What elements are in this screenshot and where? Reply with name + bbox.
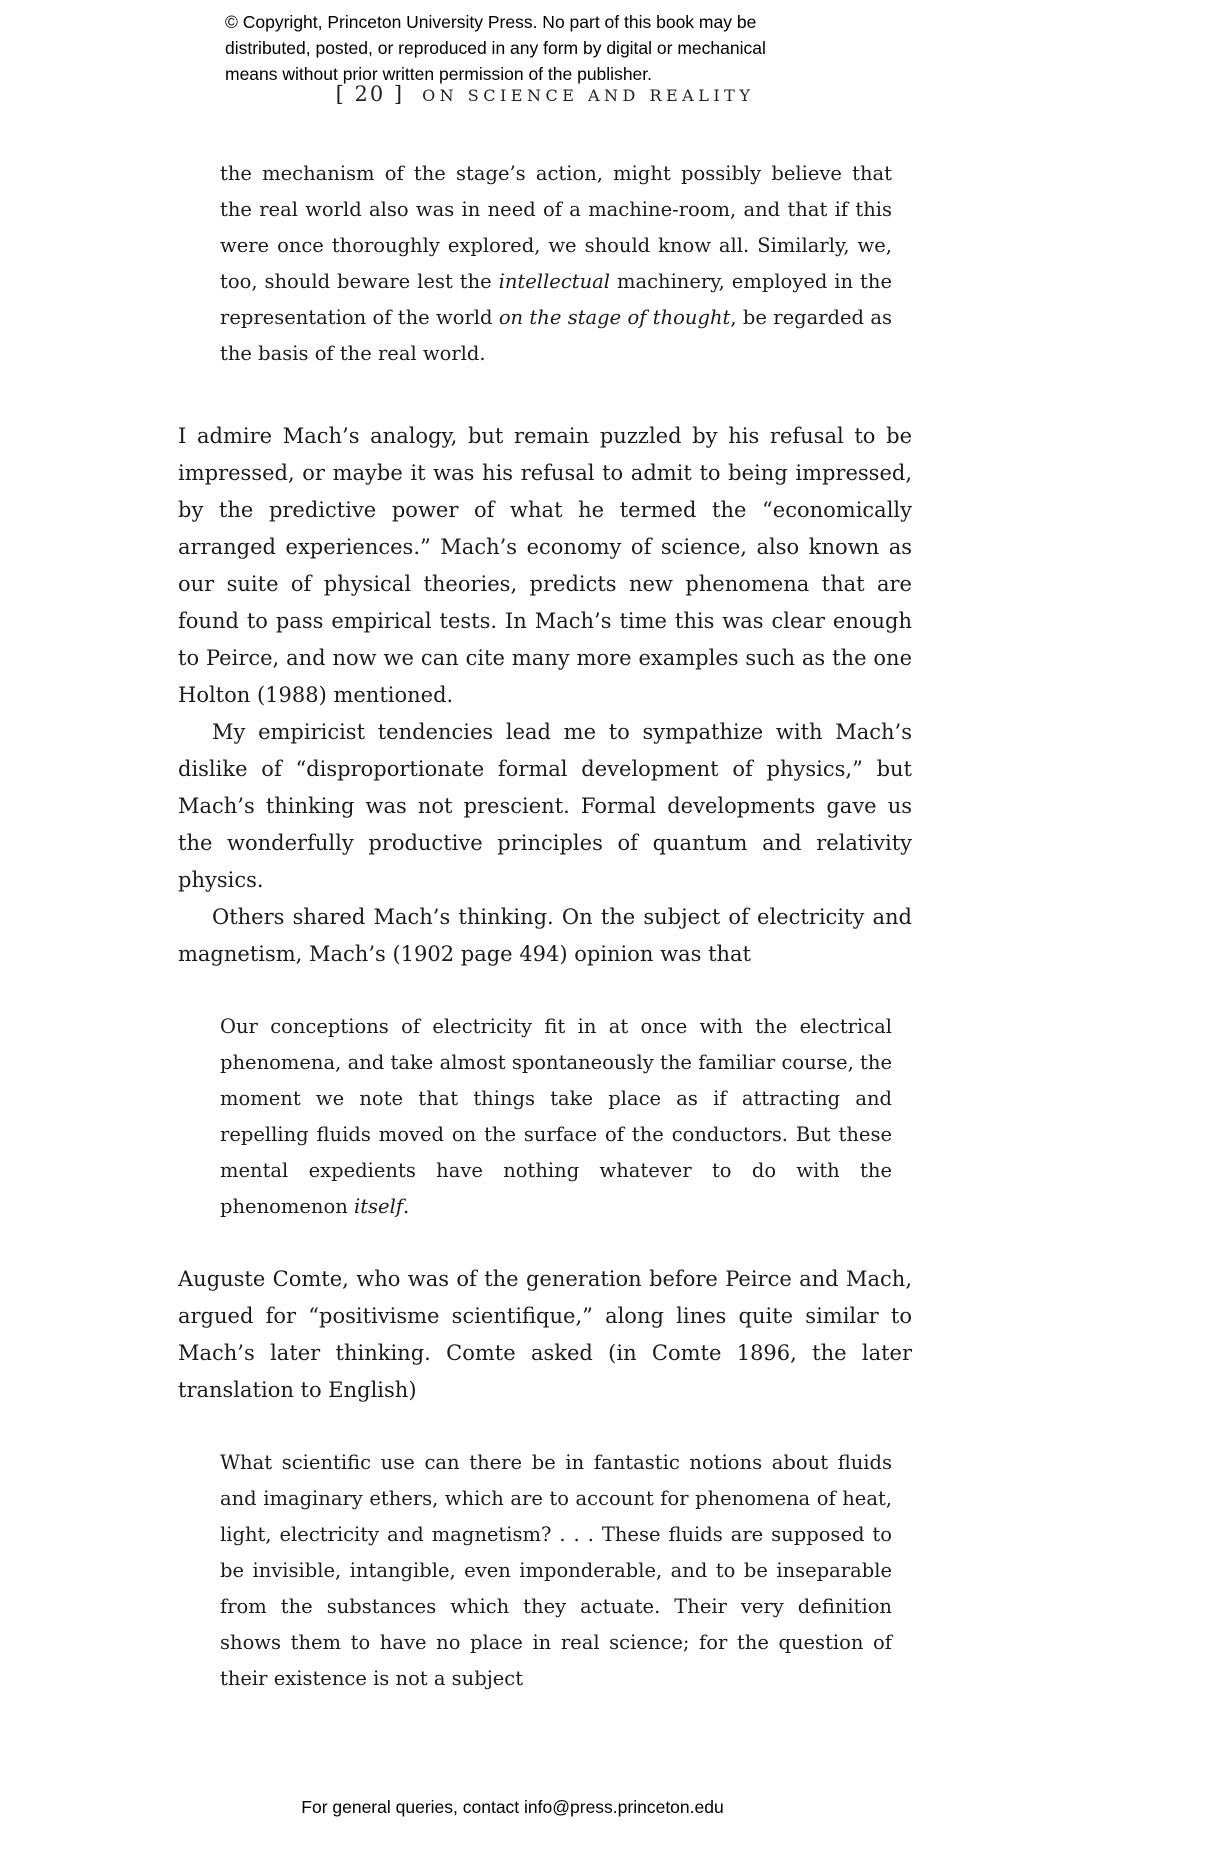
quote-text-segment: machinery, employed in the representation of the world xyxy=(220,270,892,329)
blockquote-mach-stage xyxy=(220,156,892,372)
quote-italic-segment: on the stage of thought xyxy=(498,306,731,329)
running-head-title: ON SCIENCE AND REALITY xyxy=(422,86,755,105)
footer-contact: For general queries, contact info@press.princeton.edu xyxy=(301,1797,724,1817)
page-number: [ 20 ] xyxy=(335,82,405,106)
paragraph-empiricist-tendencies: My empiricist tendencies lead me to sympathize with Mach’s dislike of “disproportionate formal development of physics,” but Mach’s thinking was not prescient. Formal developments gave us the wonderfully productive principles of quantum and relativity physics. xyxy=(178,720,912,892)
blockquote-comte-fluids: What scientific use can there be in fantastic notions about fluids and imaginary ethers, which are to account for phenomena of heat, light, electricity and magnetism? . . . These fluids are supposed to be invisible, intangible, even imponderable, and to be inseparable from the substances which they actuate. Their very definition shows them to have no place in real science; for the question of their existence is not a subject xyxy=(220,1451,892,1690)
quote-italic-segment: intellectual xyxy=(498,270,611,293)
blockquote-mach-electricity xyxy=(220,1009,892,1225)
paragraph-admire-mach: I admire Mach’s analogy, but remain puzzled by his refusal to be impressed, or maybe it was his refusal to admit to being impressed, by the predictive power of what he termed the “economically arranged experiences.” Mach’s economy of science, also known as our suite of physical theories, predicts new phenomena that are found to pass empirical tests. In Mach’s time this was clear enough to Peirce, and now we can cite many more examples such as the one Holton (1988) mentioned. xyxy=(178,424,912,707)
page-body-text xyxy=(178,0,912,1697)
copyright-line: © Copyright, Princeton University Press. No part of this book may be xyxy=(225,12,757,32)
copyright-line: distributed, posted, or reproduced in any form by digital or mechanical xyxy=(225,38,766,58)
paragraph-auguste-comte: Auguste Comte, who was of the generation before Peirce and Mach, argued for “positivisme scientifique,” along lines quite similar to Mach’s later thinking. Comte asked (in Comte 1896, the later translation to English) xyxy=(178,1267,912,1402)
copyright-line: means without prior written permission of the publisher. xyxy=(225,64,653,84)
quote-italic-segment: itself xyxy=(353,1195,404,1218)
quote-text-segment: , be regarded as the basis of the real world. xyxy=(220,306,892,365)
paragraph-others-shared: Others shared Mach’s thinking. On the subject of electricity and magnetism, Mach’s (1902 page 494) opinion was that xyxy=(178,905,912,966)
quote-text-segment: . xyxy=(403,1195,410,1218)
quote-text-segment: the mechanism of the stage’s action, might possibly believe that the real world also was in need of a machine-room, and that if this were once thoroughly explored, we should know all. Similarly, we, too, should beware lest the xyxy=(220,162,892,293)
quote-text-segment: Our conceptions of electricity fit in at once with the electrical phenomena, and take almost spontaneously the familiar course, the moment we note that things take place as if attracting and repelling fluids moved on the surface of the conductors. But these mental expedients have nothing whatever to do with the phenomenon xyxy=(220,1015,892,1218)
